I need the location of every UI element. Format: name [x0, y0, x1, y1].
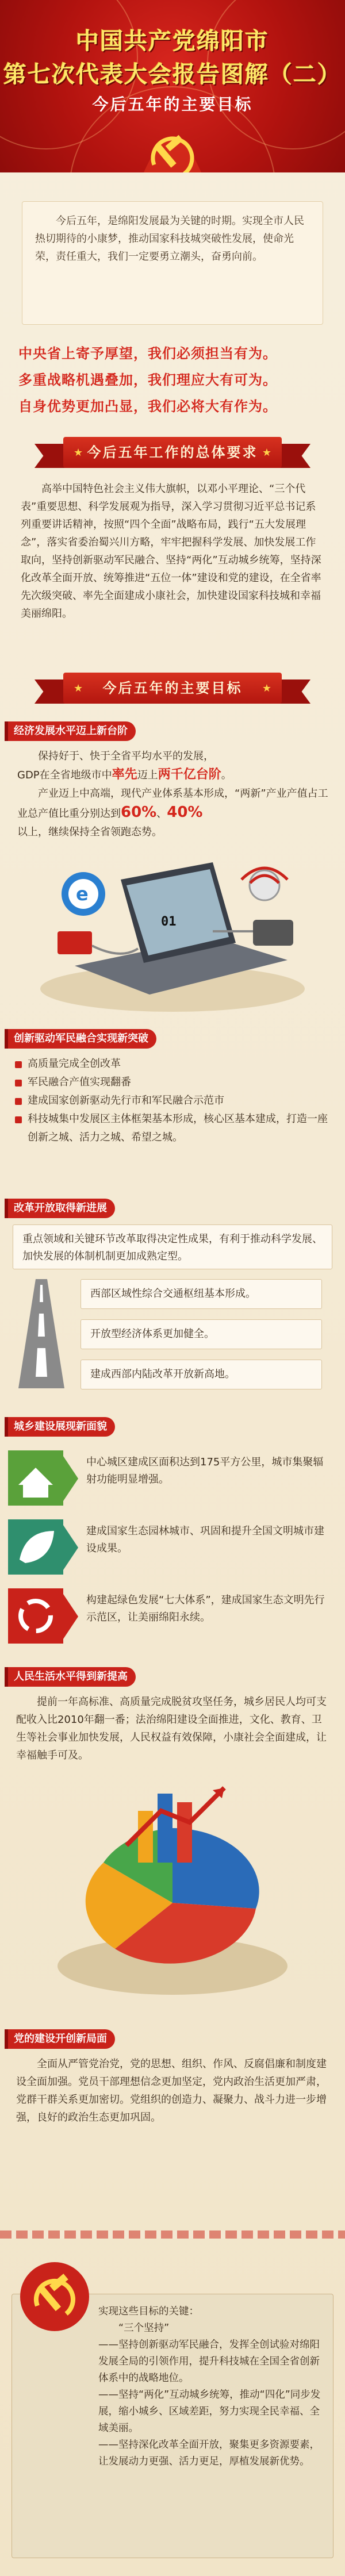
economy-text-part: GDP在全省地级市中 — [17, 769, 112, 781]
economy-text — [17, 747, 331, 842]
tag-livelihood: 人民生活水平得到新提高 — [8, 1667, 136, 1687]
economy-percent: 40% — [167, 804, 203, 821]
list-item: 高质量完成全创改革 — [13, 1055, 332, 1073]
innovation-list — [13, 1055, 332, 1147]
economy-line-3 — [17, 785, 331, 823]
hammer-sickle-icon — [17, 2259, 92, 2334]
svg-text:e: e — [76, 883, 89, 905]
economy-text-part: 、 — [156, 808, 167, 820]
economy-text-part: 迈上 — [137, 769, 158, 781]
reform-box: 建成西部内陆改革开放新高地。 — [80, 1360, 322, 1389]
tag-urban: 城乡建设展现新面貌 — [8, 1417, 115, 1437]
ribbon-label: 今后五年工作的总体要求 — [87, 444, 258, 460]
arrow-decor — [63, 1594, 78, 1639]
overall-text: 高举中国特色社会主义伟大旗帜，以邓小平理论、“三个代表”重要思想、科学发展观为指导，深入学习贯彻习近平总书记系列重要讲话精神，按照“四个全面”战略布局，践行“五大发展理念”，落实省委治蜀兴川方略，牢牢把握科学发展、加快发展工作取向，坚持创新驱动军民融合、坚持“两化”互动城乡统筹，坚持深化改革全面开放、统筹推进“五位一体”建设和党的建设，在全省率先次级突破、率先全面建成小康社会，加快建设国家科技城和幸福美丽绵阳。 — [21, 483, 321, 620]
party-text: 全面从严管党治党，党的思想、组织、作风、反腐倡廉和制度建设全面加强。党员干部理想信念更加坚定，党内政治生活更加严肃，党群干群关系更加密切。党组织的创造力、凝聚力、战斗力进一步增强，良好的政治生态更加巩固。 — [16, 2058, 327, 2124]
tech-illustration — [23, 845, 322, 1018]
key-intro: 实现这些目标的关键： — [98, 2306, 199, 2317]
key-point: ——坚持创新驱动军民融合，发挥全创试验对绵阳发展全局的引领作用，提升科技城在全国全省创新体系中的战略地位。 — [98, 2339, 320, 2384]
economy-line-2 — [17, 766, 331, 785]
economy-percent: 60% — [121, 804, 157, 821]
economy-line-1: 保持好于、快于全省平均水平的发展， — [38, 750, 214, 762]
header-banner — [0, 0, 345, 172]
divider — [0, 2231, 345, 2239]
page-subtitle: 今后五年的主要目标 — [92, 95, 253, 114]
urban-row — [0, 1584, 345, 1647]
intro-paragraph: 今后五年，是绵阳发展最为关键的时期。实现全市人民热切期待的小康梦，推动国家科技城突破性发展，使命光荣，责任重大，我们一定要勇立潮头，奋勇向前。 — [35, 215, 304, 263]
urban-text: 构建起绿色发展“七大体系”，建成国家生态文明先行示范区，让美丽绵阳永续。 — [86, 1594, 325, 1623]
urban-text: 中心城区建成区面积达到175平方公里，城市集聚辐射功能明显增强。 — [86, 1456, 324, 1485]
urban-row — [0, 1515, 345, 1578]
tag-party: 党的建设开创新局面 — [8, 2029, 115, 2049]
party-emblem-icon — [132, 118, 213, 172]
page-title-line2: 第七次代表大会报告图解（二） — [3, 62, 342, 88]
key-point: ——坚持“两化”互动城乡统筹，推动“四化”同步发展，缩小城乡、区域差距，努力实现全民幸福、全域美丽。 — [98, 2389, 321, 2434]
list-item: 建成国家创新驱动先行市和军民融合示范市 — [13, 1092, 332, 1110]
urban-row — [0, 1446, 345, 1509]
reform-box: 开放型经济体系更加健全。 — [80, 1319, 322, 1349]
highlight-line: 多重战略机遇叠加，我们理应大有可为。 — [18, 372, 277, 388]
star-icon: ★ — [262, 447, 271, 459]
intro-box — [22, 201, 323, 325]
arrow-decor — [63, 1456, 78, 1501]
economy-line-4: 以上，继续保持全省领跑态势。 — [17, 826, 162, 838]
tag-innovation: 创新驱动军民融合实现新突破 — [8, 1029, 156, 1049]
key-title: “三个坚持” — [118, 2322, 170, 2334]
section-ribbon-goals — [34, 673, 310, 704]
economy-emphasis: 两千亿台阶 — [158, 767, 221, 782]
star-icon: ★ — [262, 682, 271, 694]
arrow-decor — [63, 1525, 78, 1570]
reform-box: 重点领域和关键环节改革取得决定性成果，有利于推动科学发展、加快发展的体制机制更加成熟定型。 — [13, 1224, 332, 1269]
intro-highlights — [18, 340, 329, 420]
highlight-line: 自身优势更加凸显，我们必将大有作为。 — [18, 398, 277, 414]
highlight-line: 中央省上寄予厚望，我们必须担当有为。 — [18, 345, 277, 362]
livelihood-text: 提前一年高标准、高质量完成脱贫攻坚任务，城乡居民人均可支配收入比2010年翻一番；法治绵阳建设全面推进，文化、教育、卫生等社会事业加快发展，人民权益有效保障，小康社会全面建成，让幸福触手可及。 — [16, 1696, 327, 1761]
key-point: ——坚持深化改革全面开放，聚集更多资源要素，让发展动力更强、活力更足，厚植发展新优势。 — [98, 2439, 320, 2467]
reform-box: 西部区域性综合交通枢纽基本形成。 — [80, 1279, 322, 1309]
star-icon: ★ — [74, 447, 83, 459]
ribbon-label: 今后五年的主要目标 — [102, 680, 243, 696]
list-item: 科技城集中发展区主体框架基本形成，核心区基本建成，打造一座创新之城、活力之城、希望之城。 — [13, 1110, 332, 1147]
section-ribbon-overall — [34, 437, 310, 468]
page-title-line1: 中国共产党绵阳市 — [76, 28, 269, 55]
pie-illustration — [40, 1776, 305, 2006]
star-icon: ★ — [74, 682, 83, 694]
economy-text-part: 。 — [221, 769, 232, 781]
road-illustration — [13, 1279, 70, 1388]
leaf-icon — [8, 1519, 63, 1575]
list-item: 军民融合产值实现翻番 — [13, 1073, 332, 1092]
recycle-icon — [8, 1588, 63, 1644]
tag-reform: 改革开放取得新进展 — [8, 1199, 115, 1218]
tag-economy: 经济发展水平迈上新台阶 — [8, 721, 136, 741]
svg-text:01: 01 — [161, 915, 177, 929]
economy-text-part: 产业迈上中高端，现代产业体系基本形成，“两新”产业产值占工业总产值比重分别达到 — [17, 788, 328, 820]
city-icon — [8, 1450, 63, 1506]
urban-text: 建成国家生态园林城市、巩固和提升全国文明城市建设成果。 — [86, 1525, 324, 1554]
economy-emphasis: 率先 — [112, 767, 137, 782]
